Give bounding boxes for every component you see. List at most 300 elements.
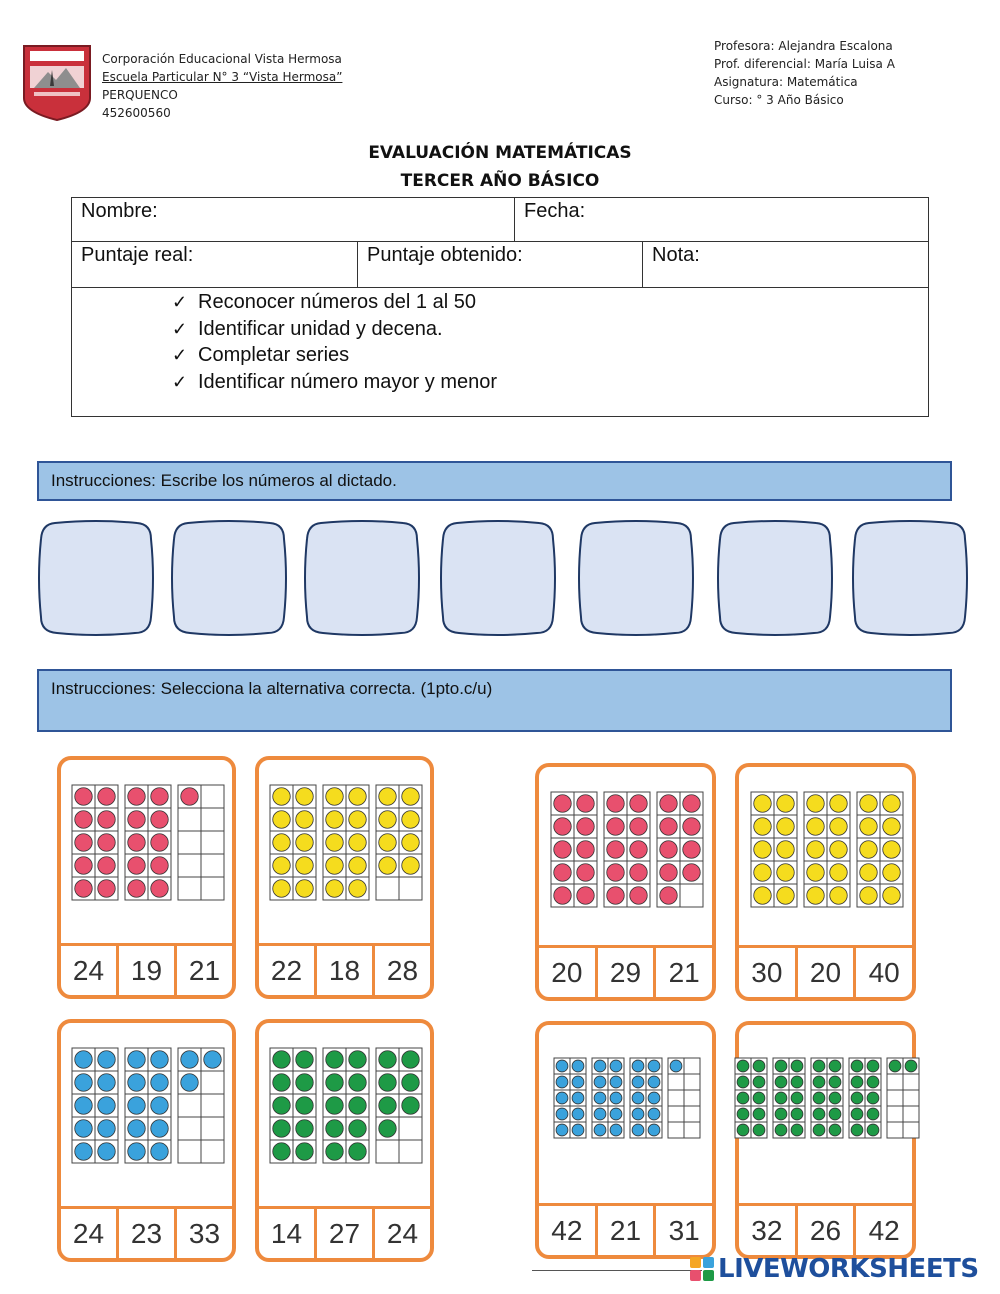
counter-dot	[296, 1097, 313, 1114]
multiple-choice-instruction: Instrucciones: Selecciona la alternativa correcta. (1pto.c/u)	[37, 669, 952, 732]
counter-dot	[151, 857, 168, 874]
counter-dot	[402, 1051, 419, 1068]
counter-dot	[572, 1124, 584, 1136]
ten-frame-cell	[903, 1074, 919, 1090]
ten-frame-cell	[684, 1122, 700, 1138]
ten-frame-grid	[734, 1057, 920, 1139]
ten-frame-cell	[399, 1140, 422, 1163]
counter-dot	[648, 1124, 660, 1136]
counter-dot	[791, 1092, 803, 1104]
counter-dot	[98, 1120, 115, 1137]
ten-frame-cell	[178, 1094, 201, 1117]
answer-option[interactable]: 30	[739, 948, 798, 997]
counter-dot	[379, 1051, 396, 1068]
answer-option[interactable]: 26	[798, 1206, 857, 1255]
counter-dot	[181, 788, 198, 805]
counter-dot	[610, 1060, 622, 1072]
counter-dot	[660, 795, 677, 812]
counter-dot	[98, 1143, 115, 1160]
counter-dot	[556, 1092, 568, 1104]
answer-option[interactable]: 24	[61, 1209, 119, 1258]
ten-frame-cell	[684, 1106, 700, 1122]
counter-dot	[128, 811, 145, 828]
counter-dot	[632, 1124, 644, 1136]
counter-dot	[683, 864, 700, 881]
dictation-answer-box[interactable]	[439, 519, 557, 637]
dictation-answer-box[interactable]	[37, 519, 155, 637]
counter-dot	[296, 1120, 313, 1137]
counter-dot	[867, 1108, 879, 1120]
counter-dot	[610, 1092, 622, 1104]
counter-dot	[632, 1076, 644, 1088]
counter-dot	[296, 788, 313, 805]
count-card	[57, 1019, 236, 1262]
counter-dot	[632, 1060, 644, 1072]
counter-dot	[296, 1051, 313, 1068]
counter-dot	[830, 864, 847, 881]
counter-dot	[151, 880, 168, 897]
counter-dot	[594, 1076, 606, 1088]
counter-dot	[830, 795, 847, 812]
counter-dot	[98, 834, 115, 851]
ten-frame-cell	[376, 1140, 399, 1163]
counter-dot	[753, 1060, 765, 1072]
brand-tiles-icon	[690, 1257, 714, 1281]
counter-dot	[349, 811, 366, 828]
counter-dot	[296, 834, 313, 851]
counter-dot	[867, 1092, 879, 1104]
counter-dot	[273, 788, 290, 805]
counter-dot	[867, 1060, 879, 1072]
dictation-instruction: Instrucciones: Escribe los números al dictado.	[37, 461, 952, 501]
ten-frame-cell	[887, 1122, 903, 1138]
counter-dot	[273, 1120, 290, 1137]
counter-dot	[860, 864, 877, 881]
counter-dot	[777, 887, 794, 904]
ten-frame-cell	[680, 884, 703, 907]
counter-dot	[630, 795, 647, 812]
answer-option[interactable]: 29	[598, 948, 657, 997]
answer-options	[259, 1206, 430, 1258]
answer-option[interactable]: 18	[317, 946, 375, 995]
counter-dot	[181, 1074, 198, 1091]
school-phone: 452600560	[102, 106, 171, 120]
counter-dot	[670, 1060, 682, 1072]
ten-frame-cell	[668, 1090, 684, 1106]
counter-dot	[754, 887, 771, 904]
counter-dot	[75, 834, 92, 851]
objective-item: ✓ Completar series	[172, 342, 497, 369]
counter-dot	[883, 818, 900, 835]
info-row-2	[72, 242, 928, 288]
counter-dot	[349, 1097, 366, 1114]
counter-dot	[349, 857, 366, 874]
answer-options	[539, 945, 712, 997]
diff-teacher: Prof. diferencial: María Luisa A	[714, 57, 895, 71]
counter-dot	[273, 857, 290, 874]
counter-dot	[75, 1051, 92, 1068]
course: Curso: ° 3 Año Básico	[714, 93, 844, 107]
counter-dot	[349, 834, 366, 851]
liveworksheets-logo	[690, 1254, 979, 1284]
counter-dot	[883, 887, 900, 904]
answer-option[interactable]: 21	[668, 956, 700, 988]
counter-dot	[851, 1060, 863, 1072]
answer-options	[61, 943, 232, 995]
ten-frame-cell	[178, 854, 201, 877]
answer-option[interactable]: 22	[259, 946, 317, 995]
counter-dot	[594, 1092, 606, 1104]
answer-option[interactable]: 24	[61, 946, 119, 995]
counter-dot	[349, 1051, 366, 1068]
objective-item: ✓ Identificar número mayor y menor	[172, 369, 497, 396]
counter-dot	[98, 811, 115, 828]
counter-dot	[683, 818, 700, 835]
counter-dot	[379, 1097, 396, 1114]
counter-dot	[737, 1108, 749, 1120]
check-icon: ✓	[172, 318, 188, 339]
counter-dot	[610, 1108, 622, 1120]
objective-item: ✓ Identificar unidad y decena.	[172, 316, 497, 343]
counter-dot	[648, 1076, 660, 1088]
ten-frame-cell	[684, 1074, 700, 1090]
answer-option[interactable]: 27	[317, 1209, 375, 1258]
counter-dot	[326, 788, 343, 805]
ten-frame-grid	[71, 784, 225, 901]
answer-options	[739, 1203, 912, 1255]
counter-dot	[181, 1051, 198, 1068]
counter-dot	[273, 1074, 290, 1091]
counter-dot	[402, 834, 419, 851]
counter-dot	[775, 1124, 787, 1136]
counter-dot	[326, 1120, 343, 1137]
counter-dot	[860, 887, 877, 904]
ten-frame-cell	[376, 877, 399, 900]
counter-dot	[851, 1124, 863, 1136]
count-card	[255, 1019, 434, 1262]
answer-option[interactable]: 42	[539, 1206, 598, 1255]
dictation-answer-box[interactable]	[716, 519, 834, 637]
ten-frame-cell	[903, 1090, 919, 1106]
counter-dot	[572, 1092, 584, 1104]
counter-dot	[813, 1092, 825, 1104]
page-subtitle: TERCER AÑO BÁSICO	[400, 171, 600, 191]
counter-dot	[577, 841, 594, 858]
ten-frame-cell	[201, 808, 224, 831]
subject: Asignatura: Matemática	[714, 75, 858, 89]
school-crest-logo	[20, 42, 94, 122]
counter-dot	[98, 1097, 115, 1114]
answer-option[interactable]: 33	[188, 1217, 221, 1249]
nota-field[interactable]: Nota:	[652, 244, 700, 266]
counter-dot	[296, 1143, 313, 1160]
counter-dot	[791, 1060, 803, 1072]
counter-dot	[556, 1060, 568, 1072]
counter-dot	[98, 1074, 115, 1091]
counter-dot	[273, 1097, 290, 1114]
counter-dot	[905, 1060, 917, 1072]
ten-frame-cell	[201, 1071, 224, 1094]
ten-frame-cell	[178, 1140, 201, 1163]
fecha-field[interactable]: Fecha:	[524, 200, 586, 222]
counter-dot	[860, 818, 877, 835]
counter-dot	[151, 811, 168, 828]
ten-frame-cell	[201, 877, 224, 900]
ten-frame-cell	[201, 831, 224, 854]
counter-dot	[556, 1124, 568, 1136]
counter-dot	[777, 864, 794, 881]
counter-dot	[632, 1108, 644, 1120]
counter-dot	[754, 864, 771, 881]
objectives-list	[172, 289, 497, 395]
counter-dot	[128, 880, 145, 897]
counter-dot	[273, 811, 290, 828]
counter-dot	[296, 857, 313, 874]
counter-dot	[737, 1124, 749, 1136]
counter-dot	[632, 1092, 644, 1104]
count-card	[57, 756, 236, 999]
counter-dot	[556, 1076, 568, 1088]
counter-dot	[883, 841, 900, 858]
counter-dot	[151, 1120, 168, 1137]
counter-dot	[75, 811, 92, 828]
counter-dot	[128, 834, 145, 851]
counter-dot	[204, 1051, 221, 1068]
counter-dot	[296, 880, 313, 897]
counter-dot	[777, 841, 794, 858]
counter-dot	[128, 1051, 145, 1068]
counter-dot	[813, 1124, 825, 1136]
counter-dot	[607, 841, 624, 858]
counter-dot	[777, 795, 794, 812]
counter-dot	[402, 1074, 419, 1091]
dictation-answer-box[interactable]	[851, 519, 969, 637]
answer-options	[539, 1203, 712, 1255]
counter-dot	[572, 1060, 584, 1072]
counter-dot	[379, 1074, 396, 1091]
counter-dot	[572, 1076, 584, 1088]
counter-dot	[594, 1060, 606, 1072]
counter-dot	[867, 1124, 879, 1136]
counter-dot	[610, 1124, 622, 1136]
ten-frame-cell	[887, 1106, 903, 1122]
count-card	[535, 1021, 716, 1259]
counter-dot	[889, 1060, 901, 1072]
answer-option[interactable]: 20	[539, 948, 598, 997]
counter-dot	[554, 864, 571, 881]
counter-dot	[402, 1097, 419, 1114]
answer-options	[739, 945, 912, 997]
counter-dot	[610, 1076, 622, 1088]
counter-dot	[829, 1092, 841, 1104]
counter-dot	[379, 811, 396, 828]
counter-dot	[813, 1076, 825, 1088]
counter-dot	[326, 880, 343, 897]
counter-dot	[98, 1051, 115, 1068]
answer-option[interactable]: 21	[188, 954, 221, 986]
counter-dot	[683, 795, 700, 812]
dictation-answer-box[interactable]	[303, 519, 421, 637]
ten-frame-cell	[178, 877, 201, 900]
counter-dot	[607, 887, 624, 904]
ten-frame-cell	[684, 1090, 700, 1106]
counter-dot	[807, 887, 824, 904]
counter-dot	[349, 880, 366, 897]
counter-dot	[75, 788, 92, 805]
counter-dot	[326, 857, 343, 874]
counter-dot	[75, 880, 92, 897]
check-icon: ✓	[172, 345, 188, 365]
counter-dot	[775, 1092, 787, 1104]
counter-dot	[577, 864, 594, 881]
ten-frame-grid	[71, 1047, 225, 1164]
counter-dot	[128, 1120, 145, 1137]
counter-dot	[737, 1092, 749, 1104]
nombre-field[interactable]: Nombre:	[72, 198, 515, 241]
ten-frame-cell	[178, 1117, 201, 1140]
counter-dot	[75, 1074, 92, 1091]
ten-frame-cell	[903, 1122, 919, 1138]
counter-dot	[273, 834, 290, 851]
answer-option[interactable]: 31	[668, 1214, 700, 1246]
counter-dot	[75, 1120, 92, 1137]
counter-dot	[830, 841, 847, 858]
counter-dot	[273, 880, 290, 897]
counter-dot	[775, 1108, 787, 1120]
counter-dot	[594, 1124, 606, 1136]
counter-dot	[630, 864, 647, 881]
counter-dot	[556, 1108, 568, 1120]
answer-option[interactable]: 28	[386, 954, 419, 986]
counter-dot	[326, 1051, 343, 1068]
counter-dot	[128, 788, 145, 805]
answer-option[interactable]: 40	[868, 956, 900, 988]
counter-dot	[753, 1076, 765, 1088]
counter-dot	[151, 788, 168, 805]
counter-dot	[128, 1097, 145, 1114]
puntaje-obtenido-field[interactable]: Puntaje obtenido:	[358, 242, 643, 287]
counter-dot	[577, 795, 594, 812]
counter-dot	[807, 795, 824, 812]
counter-dot	[829, 1124, 841, 1136]
counter-dot	[791, 1108, 803, 1120]
counter-dot	[807, 864, 824, 881]
counter-dot	[326, 834, 343, 851]
counter-dot	[648, 1092, 660, 1104]
counter-dot	[753, 1092, 765, 1104]
answer-option[interactable]: 32	[739, 1206, 798, 1255]
counter-dot	[349, 1074, 366, 1091]
counter-dot	[326, 1097, 343, 1114]
counter-dot	[775, 1076, 787, 1088]
counter-dot	[737, 1060, 749, 1072]
check-icon: ✓	[172, 371, 188, 392]
ten-frame-cell	[887, 1090, 903, 1106]
counter-dot	[98, 788, 115, 805]
counter-dot	[379, 788, 396, 805]
answer-option[interactable]: 24	[386, 1217, 419, 1249]
counter-dot	[98, 880, 115, 897]
ten-frame-grid	[553, 1057, 701, 1139]
counter-dot	[830, 887, 847, 904]
counter-dot	[660, 818, 677, 835]
counter-dot	[660, 841, 677, 858]
ten-frame-cell	[178, 808, 201, 831]
ten-frame-cell	[201, 1117, 224, 1140]
student-info-table	[71, 197, 929, 417]
counter-dot	[775, 1060, 787, 1072]
answer-option[interactable]: 20	[798, 948, 857, 997]
counter-dot	[151, 1143, 168, 1160]
ten-frame-cell	[903, 1106, 919, 1122]
counter-dot	[572, 1108, 584, 1120]
counter-dot	[379, 834, 396, 851]
counter-dot	[807, 818, 824, 835]
counter-dot	[807, 841, 824, 858]
counter-dot	[829, 1108, 841, 1120]
ten-frame-grid	[269, 784, 423, 901]
counter-dot	[829, 1076, 841, 1088]
counter-dot	[883, 864, 900, 881]
counter-dot	[851, 1076, 863, 1088]
counter-dot	[128, 857, 145, 874]
counter-dot	[75, 857, 92, 874]
ten-frame-cell	[668, 1122, 684, 1138]
counter-dot	[296, 1074, 313, 1091]
ten-frame-grid	[550, 791, 704, 908]
counter-dot	[754, 818, 771, 835]
school-info	[102, 50, 342, 122]
puntaje-real-field[interactable]: Puntaje real:	[72, 242, 358, 287]
counter-dot	[98, 857, 115, 874]
counter-dot	[754, 841, 771, 858]
counter-dot	[75, 1143, 92, 1160]
counter-dot	[402, 788, 419, 805]
dictation-answer-box[interactable]	[577, 519, 695, 637]
counter-dot	[379, 857, 396, 874]
counter-dot	[830, 818, 847, 835]
counter-dot	[607, 795, 624, 812]
counter-dot	[648, 1108, 660, 1120]
answer-options	[259, 943, 430, 995]
counter-dot	[753, 1108, 765, 1120]
counter-dot	[402, 857, 419, 874]
answer-option[interactable]: 14	[259, 1209, 317, 1258]
counter-dot	[326, 1074, 343, 1091]
ten-frame-cell	[201, 1094, 224, 1117]
counter-dot	[851, 1108, 863, 1120]
counter-dot	[554, 818, 571, 835]
counter-dot	[753, 1124, 765, 1136]
dictation-answer-box[interactable]	[170, 519, 288, 637]
count-card	[735, 763, 916, 1001]
brand-wordmark: LIVEWORKSHEETS	[718, 1254, 979, 1284]
counter-dot	[273, 1051, 290, 1068]
counter-dot	[577, 887, 594, 904]
answer-option[interactable]: 19	[119, 946, 177, 995]
page-title: EVALUACIÓN MATEMÁTICAS	[368, 143, 632, 163]
answer-option[interactable]: 21	[598, 1206, 657, 1255]
info-row-1	[72, 198, 928, 242]
teacher: Profesora: Alejandra Escalona	[714, 39, 893, 53]
counter-dot	[851, 1092, 863, 1104]
ten-frame-cell	[399, 877, 422, 900]
answer-option[interactable]: 42	[868, 1214, 900, 1246]
counter-dot	[829, 1060, 841, 1072]
answer-option[interactable]: 23	[119, 1209, 177, 1258]
counter-dot	[326, 1143, 343, 1160]
counter-dot	[151, 834, 168, 851]
